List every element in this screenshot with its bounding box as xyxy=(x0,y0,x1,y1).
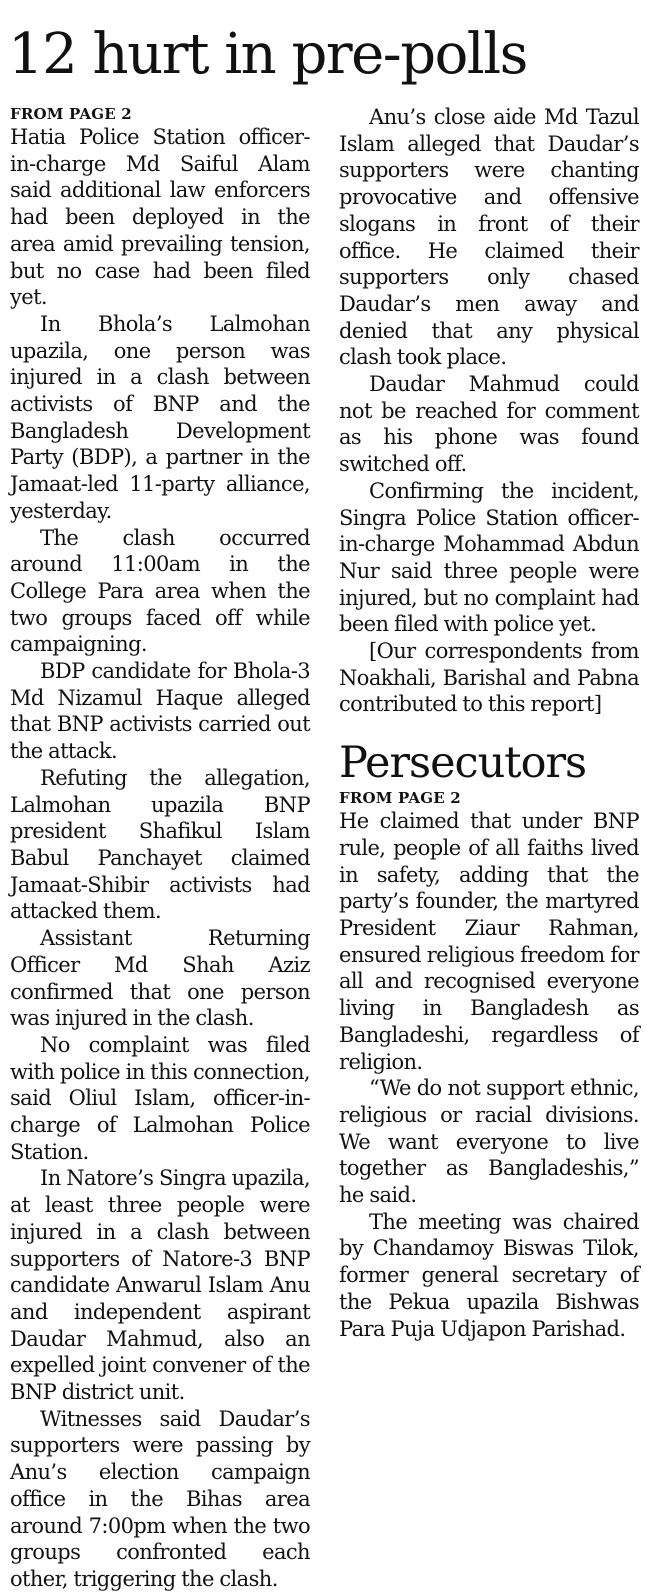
article-paragraph: BDP candidate for Bhola-3 Md Nizamul Haque alleged that BNP activists carried out the attack. xyxy=(10,659,310,764)
second-article-headline: Persecutors xyxy=(339,738,587,789)
article-headline: 12 hurt in pre-polls xyxy=(8,22,527,87)
article-paragraph: Refuting the allegation, Lalmohan upazila BNP president Shafikul Islam Babul Panchayet claimed Jamaat-Shibir activists had attacked them. xyxy=(10,765,310,924)
continuation-kicker: FROM PAGE 2 xyxy=(10,105,132,123)
article-column-right xyxy=(339,104,639,1342)
article-paragraph: The meeting was chaired by Chandamoy Biswas Tilok, former general secretary of the Pekua upazila Bishwas Para Puja Udjapon Parishad. xyxy=(339,1209,639,1341)
article-paragraph: Confirming the incident, Singra Police Station officer-in-charge Mohammad Abdun Nur said three people were injured, but no complaint had been filed with police yet. xyxy=(339,478,639,637)
article-paragraph: In Bhola’s Lalmohan upazila, one person was injured in a clash between activists of BNP and the Bangladesh Development Party (BDP), a partner in the Jamaat-led 11-party alliance, yesterday. xyxy=(10,311,310,523)
article-paragraph: No complaint was filed with police in this connection, said Oliul Islam, officer-in-charge of Lalmohan Police Station. xyxy=(10,1032,310,1164)
article-paragraph: Hatia Police Station officer-in-charge Md Saiful Alam said additional law enforcers had been deployed in the area amid prevailing tension, but no case had been filed yet. xyxy=(10,125,310,310)
article-paragraph: “We do not support ethnic, religious or racial divisions. We want everyone to live together as Bangladeshis,” he said. xyxy=(339,1076,639,1208)
article-paragraph: Assistant Returning Officer Md Shah Aziz confirmed that one person was injured in the clash. xyxy=(10,926,310,1031)
article-separator xyxy=(339,718,639,738)
article-paragraph: Anu’s close aide Md Tazul Islam alleged that Daudar’s supporters were chanting provocative and offensive slogans in front of their office. He claimed their supporters only chased Daudar’s men away and denied that any physical clash took place. xyxy=(339,105,639,370)
article-contributor-note: [Our correspondents from Noakhali, Barishal and Pabna contributed to this report] xyxy=(339,639,639,717)
article-paragraph: Daudar Mahmud could not be reached for comment as his phone was found switched off. xyxy=(339,372,639,477)
article-paragraph: In Natore’s Singra upazila, at least three people were injured in a clash between supporters of Natore-3 BNP candidate Anwarul Islam Anu and independent aspirant Daudar Mahmud, also an expelled joint convener of the BNP district unit. xyxy=(10,1166,310,1405)
continuation-kicker: FROM PAGE 2 xyxy=(339,789,461,808)
article-paragraph: Witnesses said Daudar’s supporters were passing by Anu’s election campaign office in the Bihas area around 7:00pm when the two groups confronted each other, triggering the clash. xyxy=(10,1406,310,1591)
article-paragraph: He claimed that under BNP rule, people of all faiths lived in safety, adding that the party’s founder, the martyred President Ziaur Rahman, ensured religious freedom for all and recognised everyone living in Bangladesh as Bangladeshi, regardless of religion. xyxy=(339,809,639,1074)
article-column-left xyxy=(10,104,310,1593)
article-paragraph: The clash occurred around 11:00am in the College Para area when the two groups faced off while campaigning. xyxy=(10,525,310,657)
